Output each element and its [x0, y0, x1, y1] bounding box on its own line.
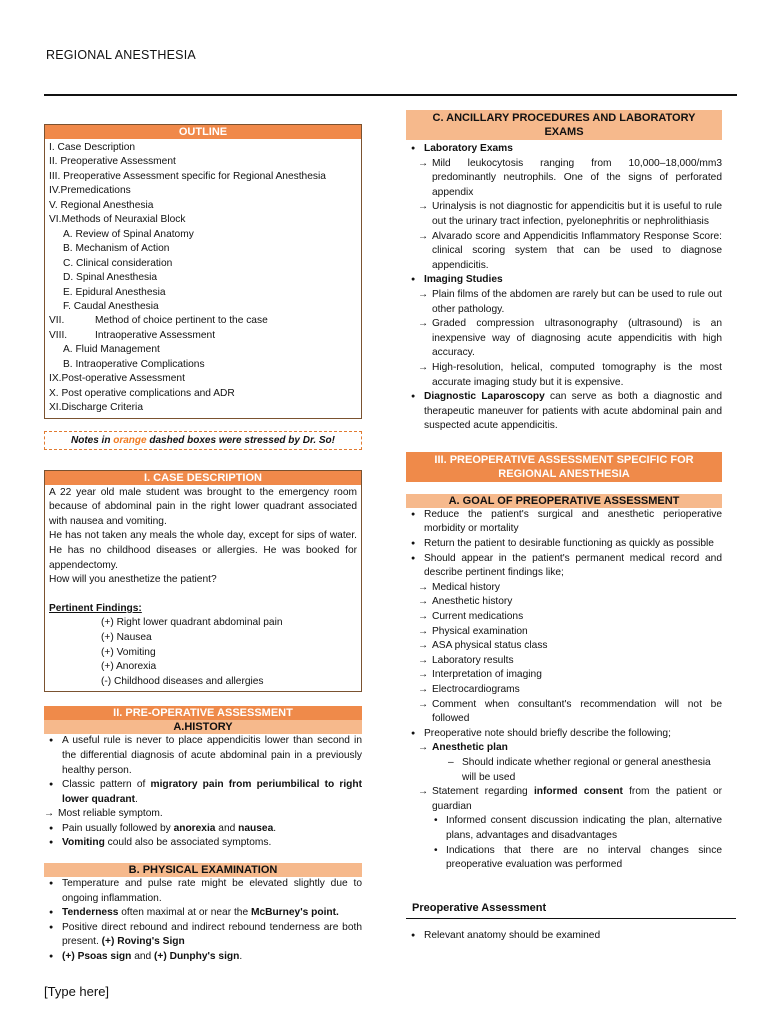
history-list	[44, 734, 362, 807]
consent-item	[406, 785, 722, 814]
text: .	[135, 793, 138, 805]
bold-text: (+) Dunphy's sign	[154, 951, 240, 963]
anesthetic-plan-title: → Anesthetic plan	[406, 741, 722, 756]
outline-num: VIII.	[49, 329, 68, 341]
right-column	[406, 110, 722, 944]
outline-subitem: D. Spinal Anesthesia	[63, 272, 158, 284]
finding-arrow-item: → Comment when consultant's recommendation will not be followed	[406, 698, 722, 727]
physical-exam-title: B. PHYSICAL EXAMINATION	[44, 863, 362, 877]
outline-item: III. Preoperative Assessment specific for Regional Anesthesia	[49, 170, 326, 182]
imaging-list	[406, 273, 722, 288]
arrow-item: → Most reliable symptom.	[44, 807, 362, 822]
bold-text: anorexia	[173, 822, 216, 834]
lab-exams-item	[406, 142, 722, 157]
outline-list	[45, 139, 361, 418]
preop-rule	[406, 918, 736, 919]
finding-arrow-item: → ASA physical status class	[406, 639, 722, 654]
ancillary-title: C. ANCILLARY PROCEDURES AND LABORATORY EXAMS	[406, 110, 722, 140]
laparoscopy-item	[406, 390, 722, 434]
outline-item: II. Preoperative Assessment	[49, 156, 176, 168]
plan-dash-item: – Should indicate whether regional or general anesthesia will be used	[406, 756, 722, 785]
case-question: How will you anesthetize the patient?	[49, 574, 217, 586]
text: and	[215, 822, 239, 834]
outline-text: Intraoperative Assessment	[95, 329, 216, 341]
ancillary-list	[406, 142, 722, 157]
text: .	[239, 951, 243, 963]
finding-item: (+) Right lower quadrant abdominal pain	[101, 617, 283, 629]
history-item	[44, 836, 362, 851]
lab-arrow-item: → Mild leukocytosis ranging from 10,000–18,000/mm3 predominantly neutrophils. One of the signs of perforated appendix	[406, 157, 722, 201]
bold-text: (+) Psoas sign	[62, 951, 132, 963]
text: often maximal at or near the	[118, 907, 251, 919]
history-item	[44, 778, 362, 807]
outline-item: IX.Post-operative Assessment	[49, 373, 185, 385]
outline-box	[44, 124, 362, 419]
finding-item: (+) Anorexia	[101, 661, 157, 673]
text: .	[273, 822, 277, 834]
pe-item	[44, 906, 362, 921]
text: Pain usually followed by	[62, 822, 174, 834]
outline-title: OUTLINE	[45, 125, 361, 139]
goal-item: ● Return the patient to desirable functioning as quickly as possible	[406, 537, 722, 552]
outline-num: VII.	[49, 315, 65, 327]
case-paragraph: He has not taken any meals the whole day, except for sips of water. He has no childhood diseases or allergies. He was booked for appendectomy.	[49, 530, 357, 571]
history-item: ● A useful rule is never to place appendicitis lower than second in the differential diagnosis of acute abdominal pain in a previously healthy person.	[44, 734, 362, 778]
bold-text: migratory pain from periumbilical to right lower quadrant	[62, 779, 362, 805]
notes-pre: Notes in	[71, 434, 114, 446]
text: Classic pattern of	[62, 779, 151, 791]
physical-exam-list	[44, 877, 362, 965]
outline-subitem: B. Intraoperative Complications	[63, 358, 205, 370]
case-description-box	[44, 470, 362, 693]
note-list	[406, 727, 722, 742]
notes-orange-word: orange	[113, 434, 147, 446]
outline-text: Method of choice pertinent to the case	[95, 315, 268, 327]
text: can serve as both a diagnostic and therapeutic maneuver for patients with acute abdominal pain and suspected acute appendicitis.	[424, 391, 722, 432]
history-item	[44, 822, 362, 837]
outline-subitem: E. Epidural Anesthesia	[63, 286, 166, 298]
outline-subitem: F. Caudal Anesthesia	[63, 300, 159, 312]
outline-subitem: C. Clinical consideration	[63, 257, 173, 269]
goal-item: ● Reduce the patient's surgical and anesthetic perioperative morbidity or mortality	[406, 508, 722, 537]
bold-text: informed consent	[533, 786, 623, 798]
pertinent-findings-title: Pertinent Findings:	[49, 602, 142, 614]
history-list-2	[44, 822, 362, 851]
finding-item: (+) Vomiting	[101, 646, 156, 658]
page-footer: [Type here]	[44, 984, 110, 999]
outline-item: X. Post operative complications and ADR	[49, 387, 235, 399]
bold-text: McBurney's point.	[250, 907, 339, 919]
goal-item: ● Should appear in the patient's permanent medical record and describe pertinent findings like;	[406, 552, 722, 581]
bold-text: Tenderness	[62, 907, 119, 919]
imaging-arrow-item: → Graded compression ultrasonography (ultrasound) is an inexpensive way of diagnosing acute appendicitis with high accuracy.	[406, 317, 722, 361]
text: could also be associated symptoms.	[104, 837, 272, 849]
anatomy-list	[406, 929, 722, 944]
finding-arrow-item: → Anesthetic history	[406, 595, 722, 610]
lab-arrow-item: → Alvarado score and Appendicitis Inflammatory Response Score: clinical scoring system that can be used to diagnose appendicitis.	[406, 230, 722, 274]
lab-exams-title: ● Laboratory Exams	[424, 143, 513, 154]
outline-item: IV.Premedications	[49, 185, 131, 197]
preop-title: II. PRE-OPERATIVE ASSESSMENT	[44, 706, 362, 720]
laparoscopy-list	[406, 390, 722, 434]
pe-item	[44, 950, 362, 965]
imaging-arrow-item: → Plain films of the abdomen are rarely but can be used to rule out other pathology.	[406, 288, 722, 317]
outline-item-vii	[49, 314, 357, 328]
preop-assessment-title: Preoperative Assessment	[412, 901, 547, 914]
case-body	[45, 485, 361, 692]
outline-item: V. Regional Anesthesia	[49, 199, 154, 211]
history-title: A.HISTORY	[44, 720, 362, 734]
imaging-title: ● Imaging Studies	[424, 274, 503, 286]
bold-text: nausea	[238, 822, 274, 834]
header-rule	[44, 94, 737, 96]
anatomy-item: ● Relevant anatomy should be examined	[406, 929, 722, 944]
outline-subitem: A. Fluid Management	[63, 344, 160, 356]
outline-subitem: B. Mechanism of Action	[63, 243, 170, 255]
bold-text: Diagnostic Laparoscopy	[424, 391, 545, 403]
finding-item: (+) Nausea	[101, 631, 152, 643]
goal-list	[406, 508, 722, 581]
notes-post: dashed boxes were stressed by Dr. So!	[146, 434, 335, 446]
finding-item: (-) Childhood diseases and allergies	[101, 675, 264, 687]
bold-text: Vomiting	[62, 837, 105, 849]
outline-item: XI.Discharge Criteria	[49, 402, 143, 414]
finding-arrow-item: → Medical history	[406, 581, 722, 596]
finding-arrow-item: → Electrocardiograms	[406, 683, 722, 698]
regional-title: III. PREOPERATIVE ASSESSMENT SPECIFIC FOR REGIONAL ANESTHESIA	[406, 452, 722, 482]
consent-subitem: • Informed consent discussion indicating the plan, alternative plans, advantages and disadvantages	[406, 814, 722, 843]
notes-banner	[44, 431, 362, 450]
lab-arrow-item: → Urinalysis is not diagnostic for appendicitis but it is useful to rule out the urinary tract infection, pyelonephritis or nephrolithiasis	[406, 200, 722, 229]
consent-subitem: • Indications that there are no interval changes since preoperative evaluation was performed	[406, 844, 722, 873]
text: and	[131, 951, 155, 963]
goal-title: A. GOAL OF PREOPERATIVE ASSESSMENT	[406, 494, 722, 508]
text: from the patient or guardian	[432, 786, 722, 812]
preop-section	[44, 706, 362, 964]
pe-item: ● Temperature and pulse rate might be elevated slightly due to ongoing inflammation.	[44, 877, 362, 906]
text: Positive direct rebound and indirect rebound tenderness are both present.	[62, 921, 362, 948]
outline-item: I. Case Description	[49, 142, 136, 153]
outline-subitem: A. Review of Spinal Anatomy	[63, 228, 194, 240]
outline-item-viii	[49, 329, 357, 343]
bold-text: (+) Roving's Sign	[101, 936, 185, 948]
text: Statement regarding	[432, 786, 534, 798]
finding-arrow-item: → Current medications	[406, 610, 722, 625]
finding-arrow-item: → Physical examination	[406, 625, 722, 640]
outline-item: VI.Methods of Neuraxial Block	[49, 214, 186, 226]
imaging-arrow-item: → High-resolution, helical, computed tomography is the most accurate imaging study but it is expensive.	[406, 361, 722, 390]
note-item: ● Preoperative note should briefly describe the following;	[406, 727, 722, 742]
finding-arrow-item: → Interpretation of imaging	[406, 668, 722, 683]
finding-arrow-item: → Laboratory results	[406, 654, 722, 669]
case-paragraph: A 22 year old male student was brought to the emergency room because of abdominal pain in the right lower quadrant associated with nausea and vomiting.	[49, 486, 357, 527]
case-title: I. CASE DESCRIPTION	[45, 471, 361, 485]
imaging-item	[406, 273, 722, 288]
pe-item	[44, 921, 362, 950]
page-header-title: REGIONAL ANESTHESIA	[46, 48, 196, 62]
left-column	[44, 124, 362, 965]
